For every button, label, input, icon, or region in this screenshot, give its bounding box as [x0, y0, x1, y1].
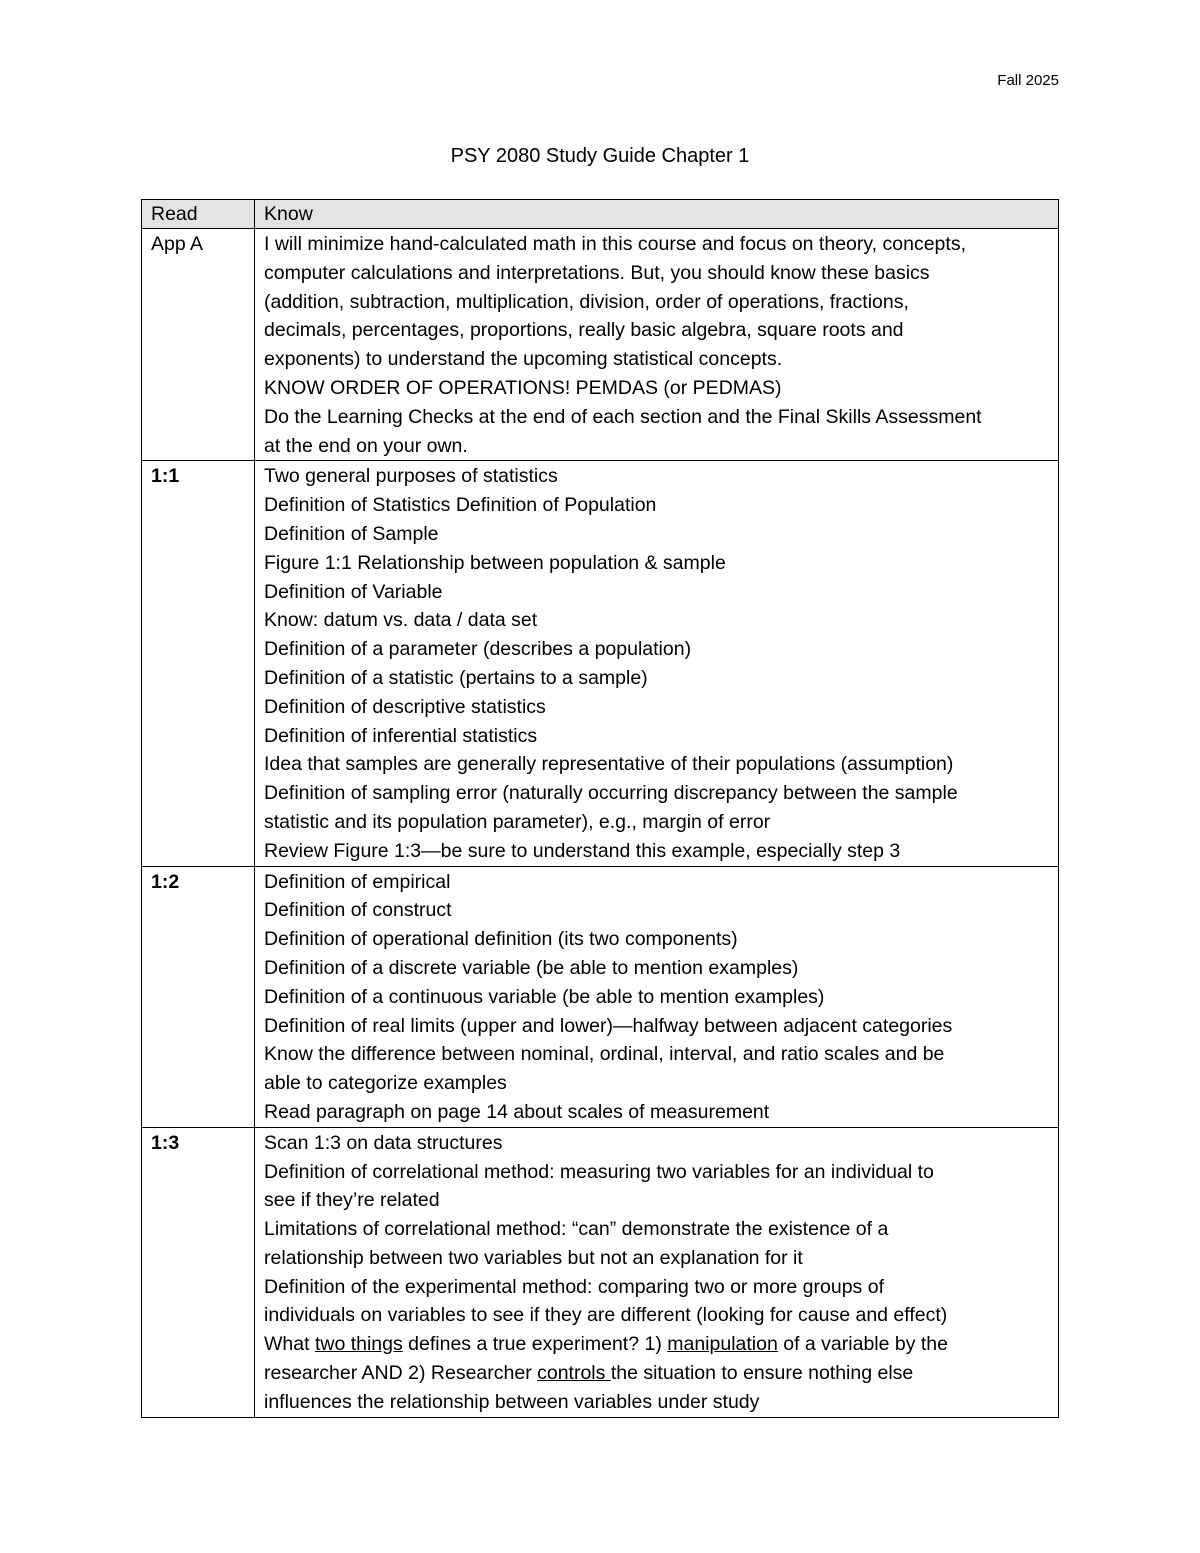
read-cell: 1:2 — [142, 866, 255, 1127]
read-cell: 1:3 — [142, 1127, 255, 1417]
know-line: Definition of real limits (upper and lower)—halfway between adjacent categories — [264, 1014, 953, 1037]
know-line: Definition of a parameter (describes a population) — [264, 638, 692, 661]
underlined-text: two things — [314, 1333, 403, 1356]
table-row-app-a — [142, 229, 1059, 461]
know-line: Read paragraph on page 14 about scales of measurement — [264, 1100, 770, 1123]
table-row-section-1-2 — [142, 866, 1059, 1127]
know-line-rich — [264, 1330, 1049, 1359]
know-line: exponents) to understand the upcoming statistical concepts. — [264, 348, 783, 371]
know-line: Definition of correlational method: measuring two variables for an individual to — [264, 1160, 934, 1183]
text-run: of a variable by the — [777, 1333, 948, 1356]
know-line: individuals on variables to see if they are different (looking for cause and effect) — [264, 1304, 948, 1327]
know-line-rich — [264, 1359, 1049, 1388]
table-row-section-1-1 — [142, 461, 1059, 866]
know-line: Definition of sampling error (naturally occurring discrepancy between the sample — [264, 782, 958, 805]
know-line: at the end on your own. — [264, 434, 468, 457]
underlined-text: controls — [537, 1362, 611, 1385]
know-line: Definition of a statistic (pertains to a sample) — [264, 666, 648, 689]
know-cell — [255, 1127, 1059, 1417]
know-line: I will minimize hand-calculated math in this course and focus on theory, concepts, — [264, 233, 966, 255]
table-row-section-1-3 — [142, 1127, 1059, 1417]
term-label: Fall 2025 — [997, 72, 1059, 89]
know-line: Definition of operational definition (its two components) — [264, 928, 738, 951]
page-title: PSY 2080 Study Guide Chapter 1 — [450, 145, 750, 167]
know-cell — [255, 229, 1059, 461]
know-line: Definition of the experimental method: comparing two or more groups of — [264, 1275, 884, 1298]
know-line: Limitations of correlational method: “can” demonstrate the existence of a — [264, 1218, 889, 1241]
underlined-text: manipulation — [667, 1333, 778, 1356]
know-line: Definition of a continuous variable (be able to mention examples) — [264, 985, 825, 1008]
know-line: Know the difference between nominal, ordinal, interval, and ratio scales and be — [264, 1043, 945, 1066]
column-header-know: Know — [255, 200, 1059, 229]
know-line: Definition of empirical — [264, 870, 451, 893]
know-cell — [255, 866, 1059, 1127]
know-line: Review Figure 1:3—be sure to understand this example, especially step 3 — [264, 839, 901, 862]
know-line: Do the Learning Checks at the end of each section and the Final Skills Assessment — [264, 405, 982, 428]
know-line: (addition, subtraction, multiplication, division, order of operations, fractions, — [264, 290, 909, 313]
know-line: Idea that samples are generally representative of their populations (assumption) — [264, 753, 954, 776]
study-guide-table — [141, 199, 1059, 1418]
know-line: computer calculations and interpretations. But, you should know these basics — [264, 261, 930, 284]
know-line: KNOW ORDER OF OPERATIONS! PEMDAS (or PEDMAS) — [264, 376, 782, 399]
know-line: influences the relationship between variables under study — [264, 1390, 760, 1413]
know-line: see if they’re related — [264, 1189, 440, 1212]
know-line: Definition of a discrete variable (be able to mention examples) — [264, 956, 799, 979]
text-run: defines a true experiment? 1) — [402, 1333, 668, 1356]
know-line: able to categorize examples — [264, 1072, 507, 1095]
know-line: Definition of descriptive statistics — [264, 695, 546, 718]
know-line: Scan 1:3 on data structures — [264, 1131, 503, 1154]
know-line: Figure 1:1 Relationship between population & sample — [264, 551, 726, 574]
know-line: Definition of construct — [264, 899, 452, 922]
know-line: statistic and its population parameter), e.g., margin of error — [264, 810, 771, 833]
know-line: Definition of inferential statistics — [264, 724, 538, 747]
know-line: decimals, percentages, proportions, really basic algebra, square roots and — [264, 319, 904, 342]
know-line: relationship between two variables but not an explanation for it — [264, 1246, 803, 1269]
text-run: What — [264, 1333, 315, 1356]
know-line: Definition of Variable — [264, 580, 443, 603]
know-line: Know: datum vs. data / data set — [264, 609, 538, 632]
read-cell: App A — [142, 229, 255, 461]
column-header-read: Read — [142, 200, 255, 229]
text-run: the situation to ensure nothing else — [610, 1362, 914, 1385]
know-line: Two general purposes of statistics — [264, 465, 558, 488]
know-line: Definition of Statistics Definition of Population — [264, 494, 657, 517]
know-line: Definition of Sample — [264, 522, 439, 545]
read-cell: 1:1 — [142, 461, 255, 866]
know-cell — [255, 461, 1059, 866]
text-run: researcher AND 2) Researcher — [264, 1362, 538, 1385]
table-header-row — [142, 200, 1059, 229]
